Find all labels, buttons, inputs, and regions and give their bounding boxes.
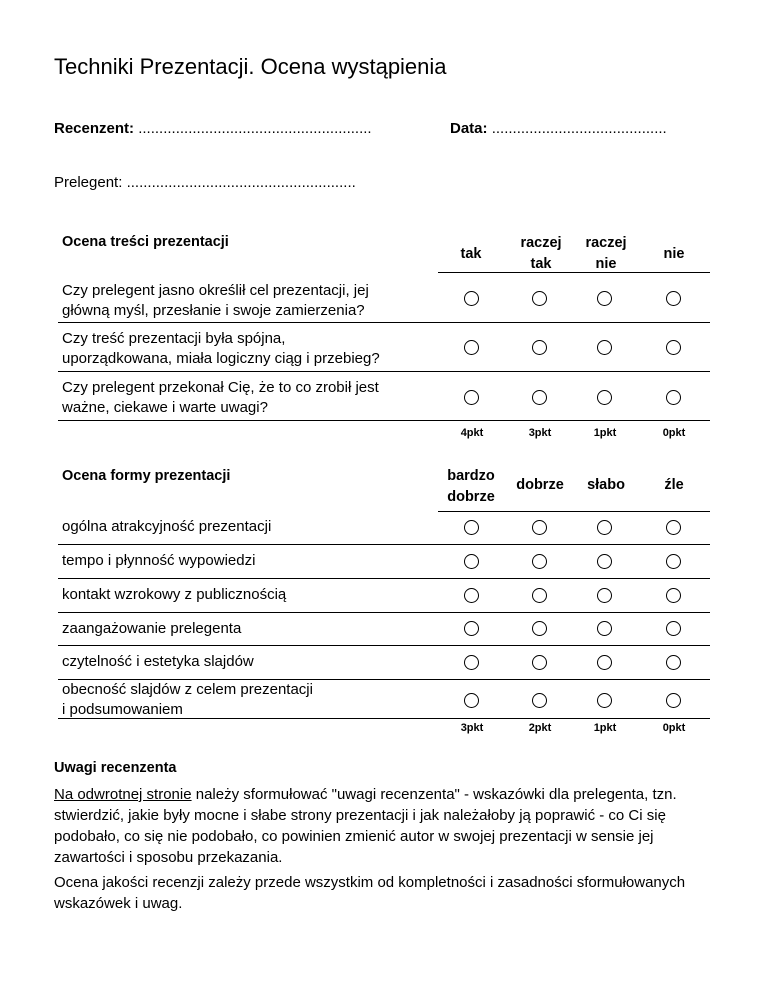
content-q2-raczej-tak-radio[interactable]	[532, 340, 547, 355]
content-col-header: raczej tak	[520, 235, 562, 272]
content-points: 1pkt	[593, 427, 617, 439]
content-q2-nie-radio[interactable]	[666, 340, 681, 355]
content-question: Czy treść prezentacji była spójna, uporządkowana, miała logiczny ciąg i przebieg?	[62, 330, 380, 367]
content-q3-nie-radio[interactable]	[666, 390, 681, 405]
form-col-header: bardzo dobrze	[447, 468, 495, 505]
form-q5-bardzo-dobrze-radio[interactable]	[464, 655, 479, 670]
form-q5-zle-radio[interactable]	[666, 655, 681, 670]
form-q4-bardzo-dobrze-radio[interactable]	[464, 621, 479, 636]
content-q2-tak-radio[interactable]	[464, 340, 479, 355]
form-points: 3pkt	[460, 722, 484, 734]
form-q6-slabo-radio[interactable]	[597, 693, 612, 708]
form-col-header: źle	[664, 477, 684, 493]
content-col-header: raczej nie	[585, 235, 627, 272]
form-question: czytelność i estetyka slajdów	[62, 653, 254, 670]
divider	[58, 718, 710, 719]
content-col-header: nie	[663, 246, 685, 262]
content-section-heading: Ocena treści prezentacji	[62, 234, 229, 250]
presenter-label: Prelegent:	[54, 174, 123, 191]
divider	[58, 544, 710, 545]
divider	[58, 420, 710, 421]
content-q3-raczej-nie-radio[interactable]	[597, 390, 612, 405]
form-question: zaangażowanie prelegenta	[62, 620, 242, 637]
content-points: 0pkt	[662, 427, 686, 439]
content-points: 3pkt	[528, 427, 552, 439]
divider	[438, 272, 710, 273]
content-question: Czy prelegent przekonał Cię, że to co zrobił jest ważne, ciekawe i warte uwagi?	[62, 379, 379, 416]
page-title: Techniki Prezentacji. Ocena wystąpienia	[54, 54, 447, 79]
form-q2-dobrze-radio[interactable]	[532, 554, 547, 569]
content-q1-raczej-tak-radio[interactable]	[532, 291, 547, 306]
form-question: ogólna atrakcyjność prezentacji	[62, 518, 272, 535]
divider	[58, 645, 710, 646]
form-q1-dobrze-radio[interactable]	[532, 520, 547, 535]
form-q2-bardzo-dobrze-radio[interactable]	[464, 554, 479, 569]
notes-quality-paragraph: Ocena jakości recenzji zależy przede wszystkim od kompletności i zasadności sformułowanych wskazówek i uwag.	[54, 874, 686, 912]
form-question: kontakt wzrokowy z publicznością	[62, 586, 287, 603]
content-q3-tak-radio[interactable]	[464, 390, 479, 405]
divider	[58, 612, 710, 613]
form-q1-zle-radio[interactable]	[666, 520, 681, 535]
notes-paragraph	[54, 784, 724, 868]
content-question: Czy prelegent jasno określił cel prezentacji, jej główną myśl, przesłanie i swoje zamierzenia?	[62, 282, 369, 319]
form-q5-dobrze-radio[interactable]	[532, 655, 547, 670]
presenter-value[interactable]: .......................................................	[126, 174, 356, 191]
content-col-header: tak	[460, 246, 482, 262]
form-section-heading: Ocena formy prezentacji	[62, 468, 231, 484]
form-points: 2pkt	[528, 722, 552, 734]
form-q3-slabo-radio[interactable]	[597, 588, 612, 603]
form-q6-bardzo-dobrze-radio[interactable]	[464, 693, 479, 708]
date-field[interactable]	[450, 120, 667, 137]
divider	[58, 322, 710, 323]
notes-heading: Uwagi recenzenta	[54, 760, 177, 776]
form-q3-bardzo-dobrze-radio[interactable]	[464, 588, 479, 603]
content-points: 4pkt	[460, 427, 484, 439]
form-q4-dobrze-radio[interactable]	[532, 621, 547, 636]
form-q2-slabo-radio[interactable]	[597, 554, 612, 569]
notes-paragraph-text: należy sformułować "uwagi recenzenta" - wskazówki dla prelegenta, tzn. stwierdzić, jakie były mocne i słabe strony prezentacji i jak należałoby ją poprawić - co Ci się podobało, co się nie podobało, co powinien zmienić autor w swojej prezentacji w sensie jej zawartości i sposobu przekazania.	[54, 786, 677, 866]
form-question: tempo i płynność wypowiedzi	[62, 552, 256, 569]
reviewer-value[interactable]: ........................................................	[138, 120, 372, 137]
form-q3-zle-radio[interactable]	[666, 588, 681, 603]
form-q1-bardzo-dobrze-radio[interactable]	[464, 520, 479, 535]
form-q4-zle-radio[interactable]	[666, 621, 681, 636]
presenter-field[interactable]	[54, 174, 356, 191]
content-q1-tak-radio[interactable]	[464, 291, 479, 306]
divider	[58, 371, 710, 372]
form-q1-slabo-radio[interactable]	[597, 520, 612, 535]
date-value[interactable]: ..........................................	[491, 120, 667, 137]
content-q1-nie-radio[interactable]	[666, 291, 681, 306]
content-q1-raczej-nie-radio[interactable]	[597, 291, 612, 306]
form-q6-zle-radio[interactable]	[666, 693, 681, 708]
form-col-header: dobrze	[516, 477, 564, 493]
form-points: 1pkt	[593, 722, 617, 734]
divider	[438, 511, 710, 512]
content-q3-raczej-tak-radio[interactable]	[532, 390, 547, 405]
reviewer-field[interactable]	[54, 120, 372, 137]
form-q6-dobrze-radio[interactable]	[532, 693, 547, 708]
reviewer-label: Recenzent:	[54, 120, 135, 137]
form-q5-slabo-radio[interactable]	[597, 655, 612, 670]
divider	[58, 578, 710, 579]
date-label: Data:	[450, 120, 488, 137]
form-points: 0pkt	[662, 722, 686, 734]
form-q3-dobrze-radio[interactable]	[532, 588, 547, 603]
form-q4-slabo-radio[interactable]	[597, 621, 612, 636]
form-question: obecność slajdów z celem prezentacji i podsumowaniem	[62, 681, 313, 718]
form-q2-zle-radio[interactable]	[666, 554, 681, 569]
form-col-header: słabo	[587, 477, 625, 493]
content-q2-raczej-nie-radio[interactable]	[597, 340, 612, 355]
notes-underlined-phrase: Na odwrotnej stronie	[54, 786, 192, 803]
